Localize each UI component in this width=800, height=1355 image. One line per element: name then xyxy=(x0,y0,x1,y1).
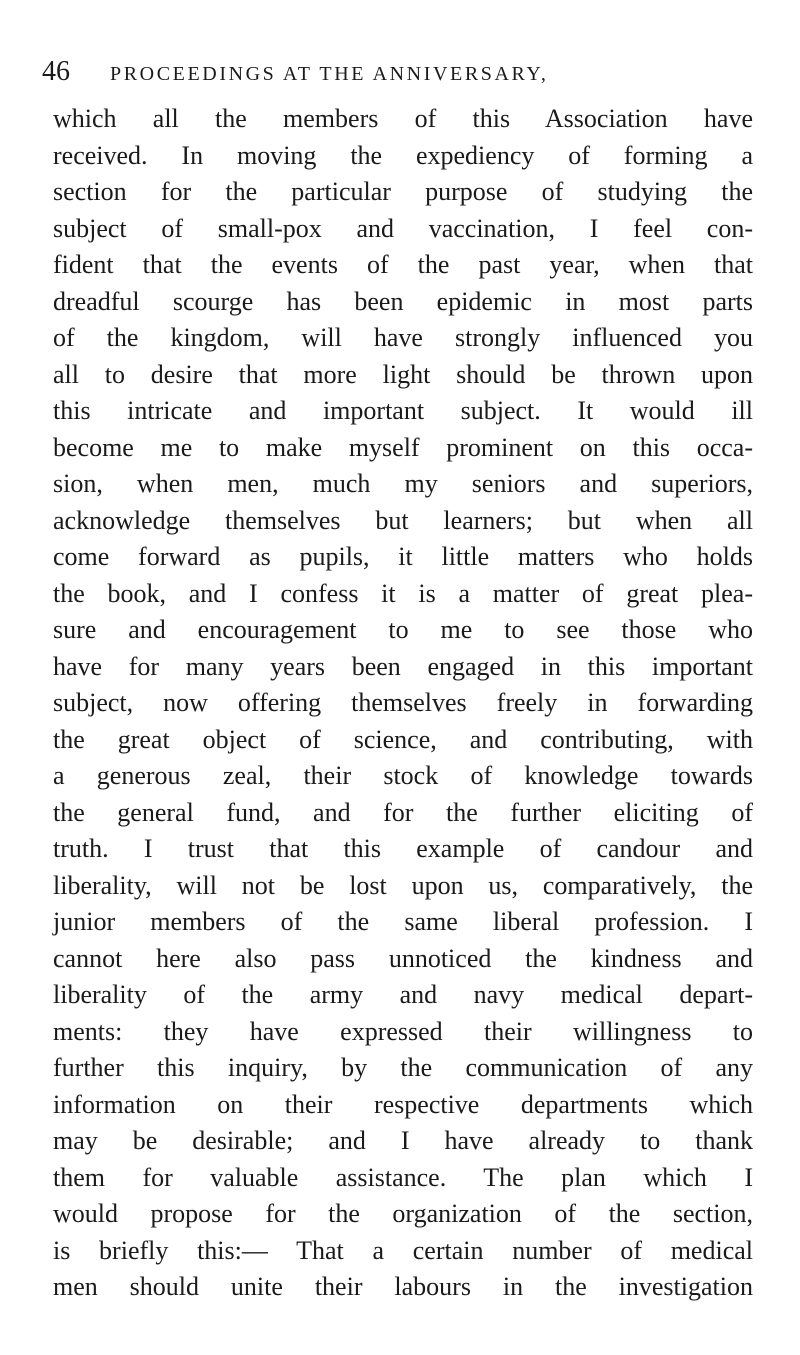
text-line: subject, now offering themselves freely in forwarding xyxy=(53,688,753,717)
text-line: received. In moving the expediency of forming a xyxy=(53,140,753,170)
text-line: the great object of science, and contributing, with xyxy=(53,724,753,754)
text-line: of the kingdom, will have strongly influenced you xyxy=(53,323,753,352)
text-line: truth. I trust that this example of candour and xyxy=(53,834,753,863)
text-line: may be desirable; and I have already to thank xyxy=(53,1126,753,1155)
text-line: section for the particular purpose of studying the xyxy=(53,177,753,206)
text-line: them for valuable assistance. The plan which I xyxy=(53,1162,753,1192)
text-line: have for many years been engaged in this important xyxy=(53,651,753,681)
body-text xyxy=(53,101,753,1306)
text-line: men should unite their labours in the investigation xyxy=(53,1272,753,1301)
text-line: this intricate and important subject. It would ill xyxy=(53,396,753,425)
text-line: sure and encouragement to me to see those who xyxy=(53,615,753,644)
text-line: liberality of the army and navy medical depart- xyxy=(53,980,753,1009)
text-line: information on their respective departments which xyxy=(53,1089,753,1119)
text-line: a generous zeal, their stock of knowledge towards xyxy=(53,761,753,790)
text-line: all to desire that more light should be thrown upon xyxy=(53,359,753,389)
text-line: the book, and I confess it is a matter of great plea- xyxy=(53,578,753,608)
text-line: fident that the events of the past year, when that xyxy=(53,250,753,279)
text-line: acknowledge themselves but learners; but when all xyxy=(53,505,753,535)
text-line: is briefly this:— That a certain number of medical xyxy=(53,1235,753,1265)
page-header xyxy=(42,52,742,92)
text-line: dreadful scourge has been epidemic in most parts xyxy=(53,286,753,316)
running-head: PROCEEDINGS AT THE ANNIVERSARY, xyxy=(110,63,549,85)
text-line: which all the members of this Association have xyxy=(53,104,753,133)
text-line: liberality, will not be lost upon us, comparatively, the xyxy=(53,870,753,900)
text-line: ments: they have expressed their willingness to xyxy=(53,1016,753,1046)
text-line: sion, when men, much my seniors and superiors, xyxy=(53,469,753,498)
text-line: become me to make myself prominent on this occa- xyxy=(53,432,753,462)
page-number: 46 xyxy=(42,56,70,87)
text-line: would propose for the organization of the section, xyxy=(53,1199,753,1228)
text-line: the general fund, and for the further eliciting of xyxy=(53,797,753,827)
text-line: subject of small-pox and vaccination, I feel con- xyxy=(53,213,753,243)
text-line: junior members of the same liberal profession. I xyxy=(53,907,753,936)
text-line: cannot here also pass unnoticed the kindness and xyxy=(53,943,753,973)
text-line: come forward as pupils, it little matters who holds xyxy=(53,542,753,571)
text-line: further this inquiry, by the communication of any xyxy=(53,1053,753,1082)
